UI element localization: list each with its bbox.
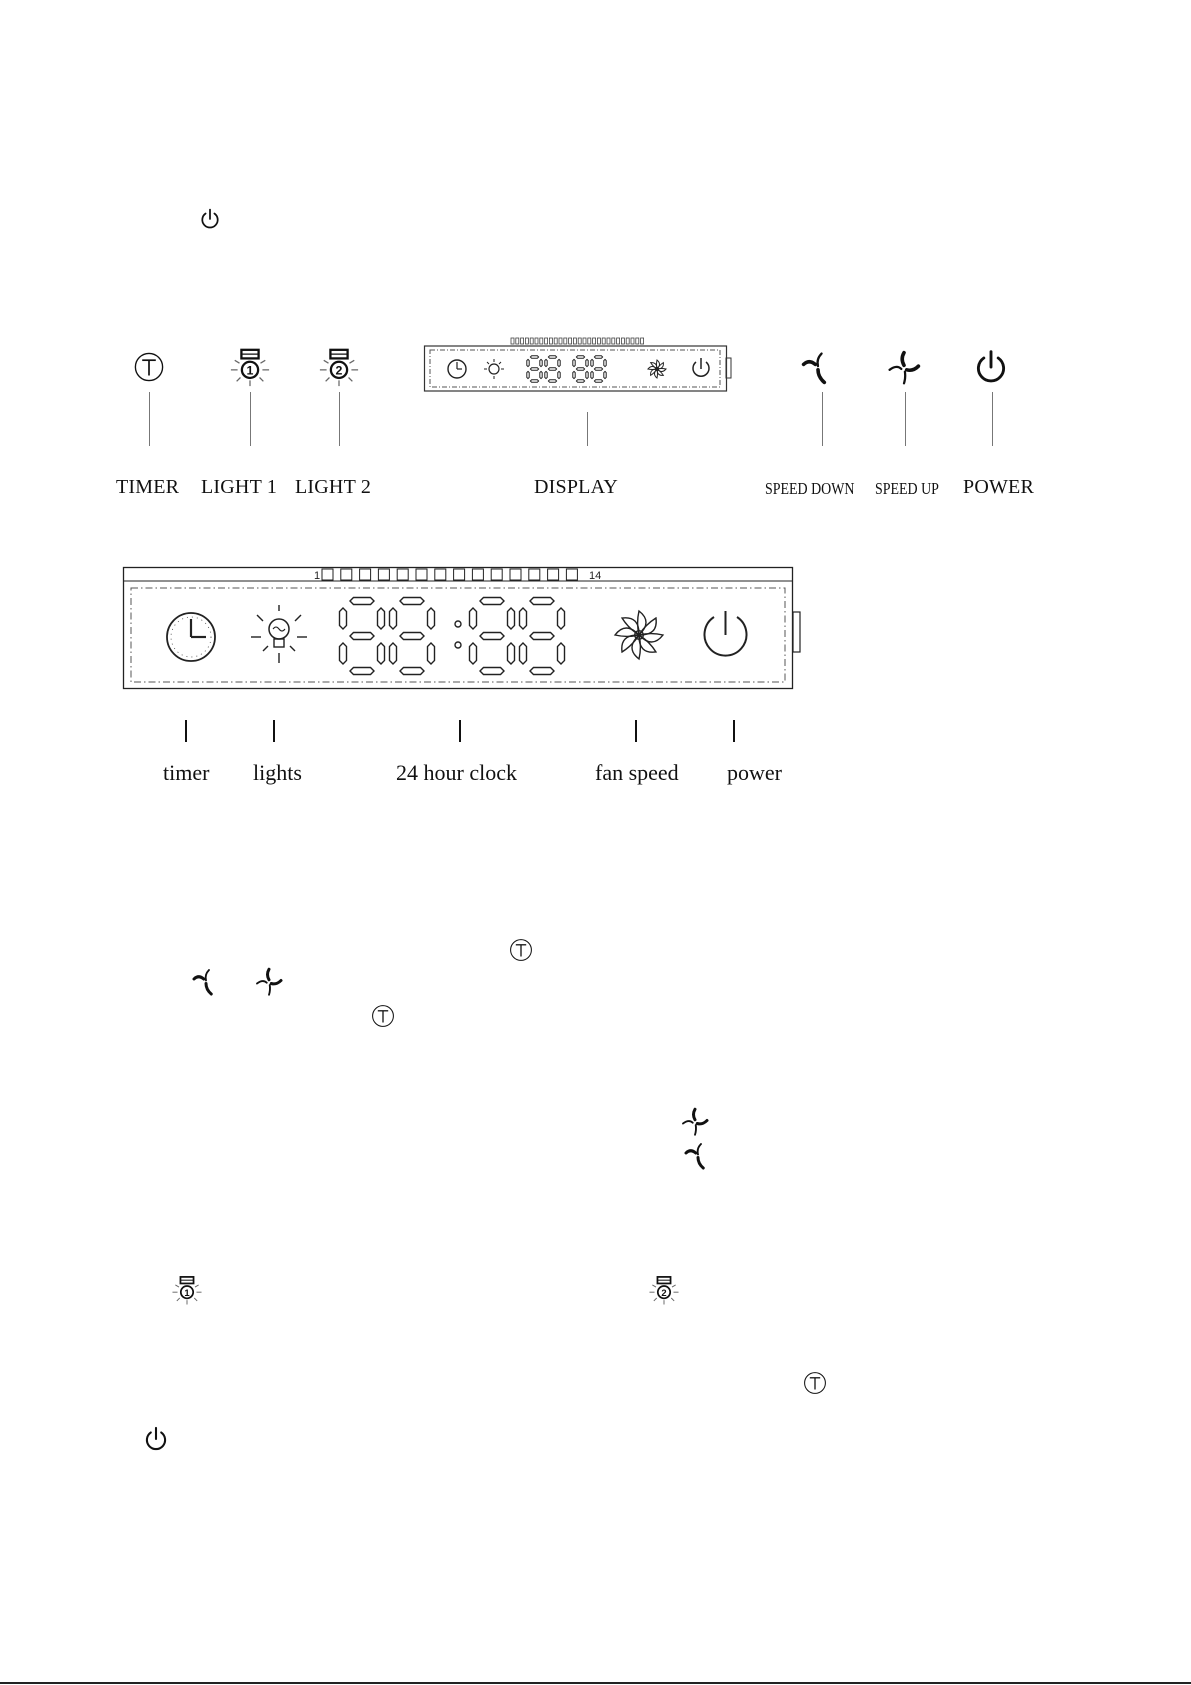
speed-up-fan-icon [254,967,284,997]
display-lights-label: lights [253,760,302,785]
tick-timer [185,720,187,742]
leader-line [905,392,906,446]
tick-lights [273,720,275,742]
timer-icon [802,1370,828,1396]
speed-down-fan-icon[interactable] [800,350,836,386]
tick-power [733,720,735,742]
speed-down-fan-icon [191,967,221,997]
light-2-label: LIGHT 2 [295,476,372,498]
segment-scale-start: 1 [314,570,321,582]
leader-line [149,392,150,446]
leader-line [339,392,340,446]
timer-icon[interactable] [132,350,166,384]
light-2-button[interactable] [318,346,360,388]
light-2-icon [318,346,360,388]
power-icon [143,1426,169,1452]
svg-text:2: 2 [335,363,343,378]
display-timer-label: timer [163,760,210,785]
fan-flower-icon [615,611,663,659]
tick-clock [459,720,461,742]
speed-down-fan-icon [683,1141,713,1171]
speed-up-label: SPEED UP [875,479,939,498]
timer-icon [370,1003,396,1029]
tick-fan [635,720,637,742]
power-label: POWER [963,476,1034,498]
speed-up-fan-icon [680,1107,710,1137]
display-fan-speed-label: fan speed [595,760,679,785]
leader-line [992,392,993,446]
display-panel-small [424,336,734,391]
leader-line [250,392,251,446]
light-1-icon [171,1274,203,1306]
light-2-icon [648,1274,680,1306]
svg-text:1: 1 [246,363,254,378]
svg-text:2: 2 [661,1287,667,1299]
speed-up-fan-icon[interactable] [886,350,922,386]
display-power-icon [705,611,747,656]
leader-line [822,392,823,446]
display-clock-label: 24 hour clock [396,760,517,785]
display-panel-large [123,565,803,691]
light-1-label: LIGHT 1 [201,476,278,498]
clock-digits [340,598,565,675]
page-bottom-rule [0,1682,1191,1684]
light-1-icon [229,346,271,388]
power-button-icon[interactable] [973,349,1009,385]
clock-icon [167,613,215,661]
power-icon [199,208,221,230]
light-1-button[interactable] [229,346,271,388]
timer-label: TIMER [116,476,180,498]
display-label: DISPLAY [534,476,619,498]
display-power-label: power [727,760,782,785]
segment-scale-end: 14 [589,570,602,582]
bulb-icon [251,605,307,663]
timer-icon [508,937,534,963]
svg-text:1: 1 [184,1287,190,1299]
speed-down-label: SPEED DOWN [765,479,855,498]
leader-line [587,412,588,446]
